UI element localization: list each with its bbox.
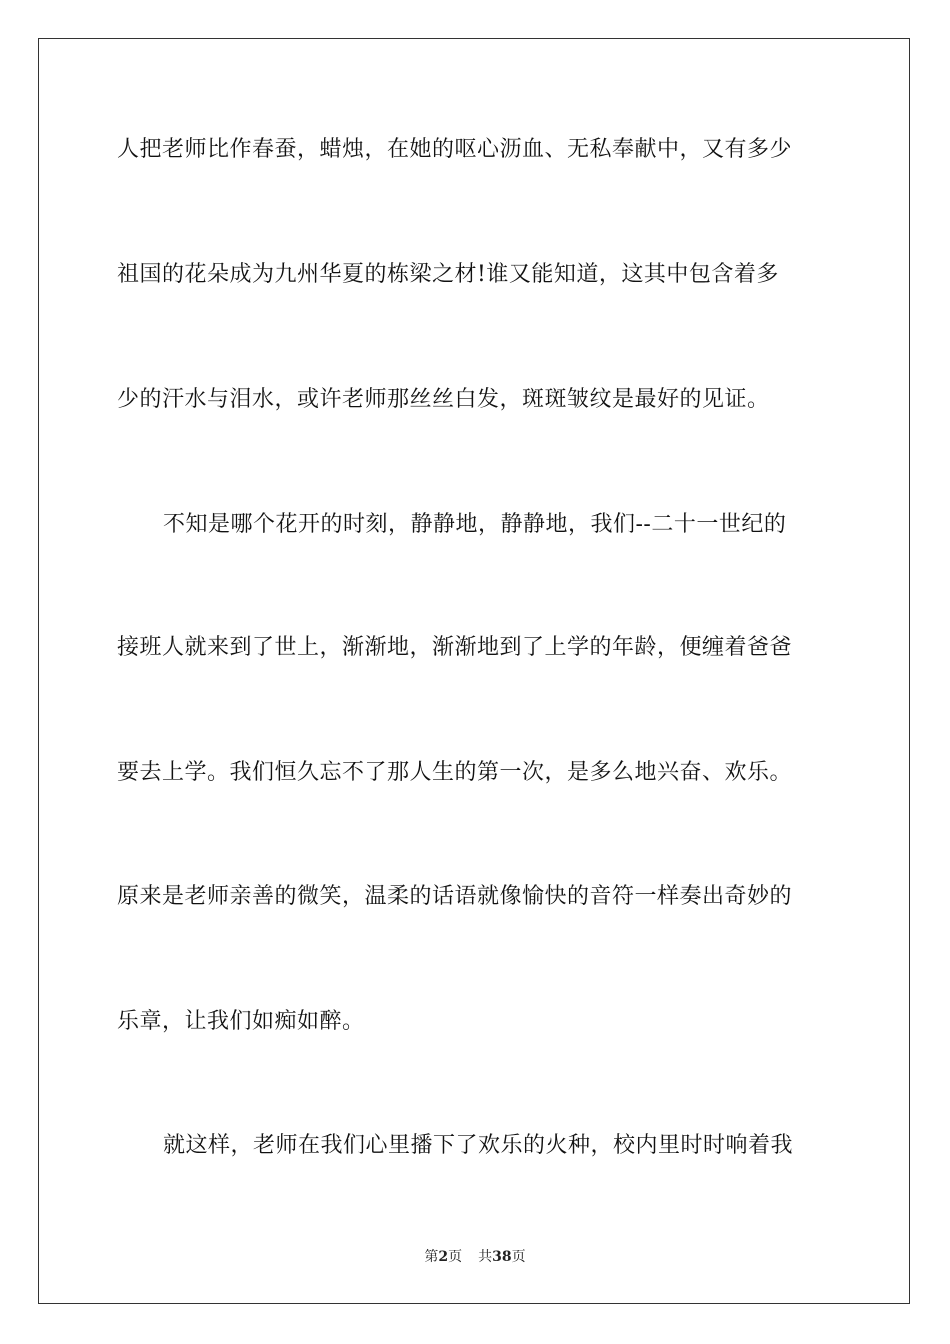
- text-line-7: 原来是老师亲善的微笑，温柔的话语就像愉快的音符一样奏出奇妙的: [117, 884, 793, 909]
- text-line-6: 要去上学。我们恒久忘不了那人生的第一次，是多么地兴奋、欢乐。: [117, 760, 793, 785]
- total-pages-label: 共38页: [478, 1249, 526, 1265]
- page-number: 2: [438, 1249, 449, 1265]
- text-line-2: 祖国的花朵成为九州华夏的栋梁之材!谁又能知道，这其中包含着多: [117, 262, 779, 287]
- page-label: 第2页: [424, 1249, 463, 1265]
- text-line-3: 少的汗水与泪水，或许老师那丝丝白发，斑斑皱纹是最好的见证。: [117, 387, 770, 412]
- text-line-5: 接班人就来到了世上，渐渐地，渐渐地到了上学的年龄，便缠着爸爸: [117, 635, 793, 660]
- text-line-1: 人把老师比作春蚕，蜡烛，在她的呕心沥血、无私奉献中，又有多少: [117, 137, 793, 162]
- text-line-4: 不知是哪个花开的时刻，静静地，静静地，我们--二十一世纪的: [163, 512, 787, 537]
- page-footer: [0, 1248, 950, 1266]
- text-line-8: 乐章，让我们如痴如醉。: [117, 1009, 365, 1034]
- page-border: [38, 38, 910, 1304]
- text-line-9: 就这样，老师在我们心里播下了欢乐的火种，校内里时时响着我: [163, 1133, 794, 1158]
- total-pages-number: 38: [492, 1249, 512, 1265]
